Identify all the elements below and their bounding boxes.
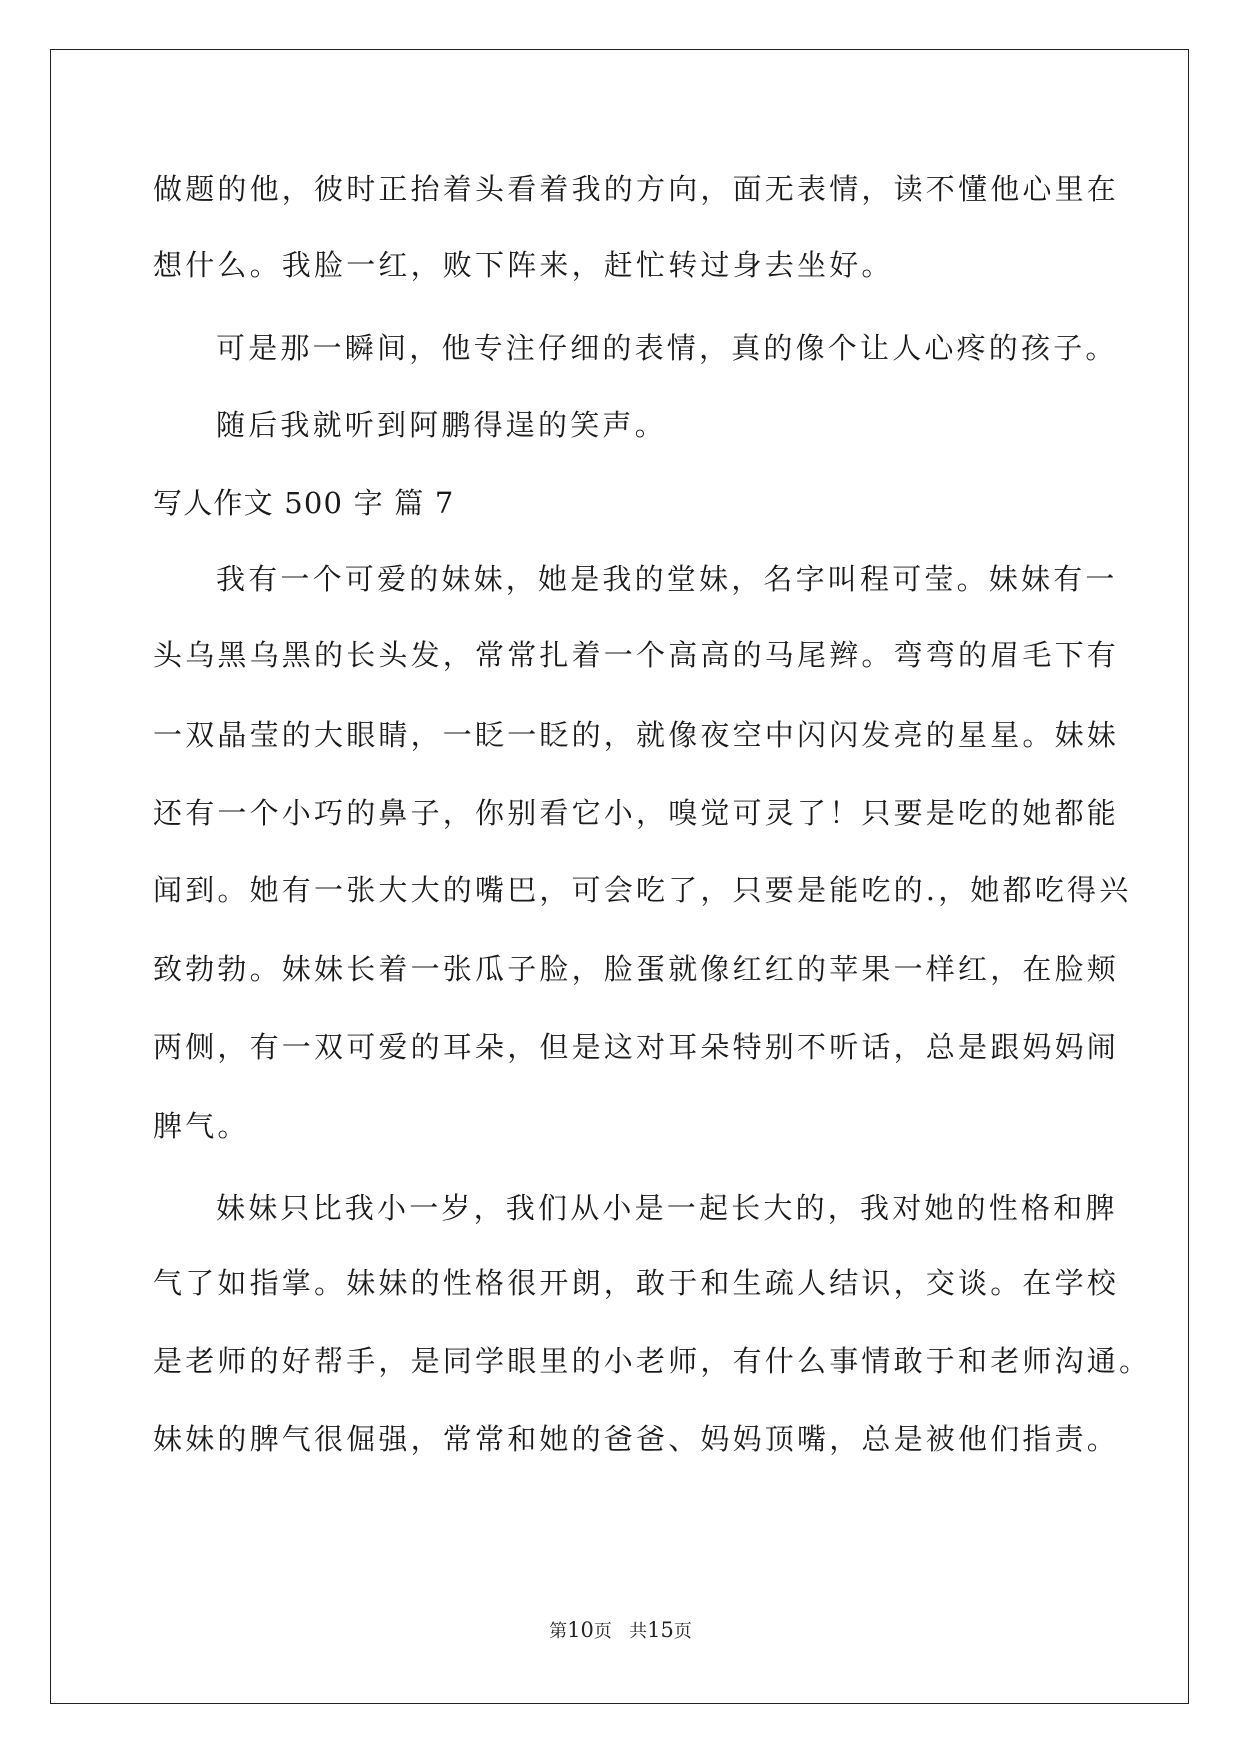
paragraph-first-line: 可是那一瞬间，他专注仔细的表情，真的像个让人心疼的孩子。: [216, 331, 1118, 365]
page-footer: [0, 1618, 1241, 1644]
text-line: 一双晶莹的大眼睛，一眨一眨的，就像夜空中闪闪发亮的星星。妹妹: [153, 718, 1120, 752]
text-line: 闻到。她有一张大大的嘴巴，可会吃了，只要是能吃的.，她都吃得兴: [153, 873, 1132, 907]
text-line: 妹妹的脾气很倔强，常常和她的爸爸、妈妈顶嘴，总是被他们指责。: [153, 1422, 1120, 1456]
paragraph-first-line: 妹妹只比我小一岁，我们从小是一起长大的，我对她的性格和脾: [216, 1191, 1118, 1225]
page-suffix: 页: [673, 1621, 692, 1642]
paragraph-first-line: 随后我就听到阿鹏得逞的笑声。: [216, 408, 667, 442]
text-line: 脾气。: [153, 1109, 250, 1143]
page-prefix: 第: [549, 1621, 568, 1642]
section-heading: 写人作文 500 字 篇 7: [153, 486, 455, 520]
current-page-number: 10: [567, 1618, 594, 1642]
text-line: 致勃勃。妹妹长着一张瓜子脸，脸蛋就像红红的苹果一样红，在脸颊: [153, 952, 1120, 986]
page-mid: 页 共: [593, 1621, 648, 1642]
paragraph-first-line: 我有一个可爱的妹妹，她是我的堂妹，名字叫程可莹。妹妹有一: [216, 562, 1118, 596]
text-line: 是老师的好帮手，是同学眼里的小老师，有什么事情敢于和老师沟通。: [153, 1344, 1152, 1378]
text-line: 还有一个小巧的鼻子，你别看它小，嗅觉可灵了！只要是吃的她都能: [153, 796, 1120, 830]
total-page-number: 15: [647, 1618, 674, 1642]
text-line: 两侧，有一双可爱的耳朵，但是这对耳朵特别不听话，总是跟妈妈闹: [153, 1030, 1120, 1064]
text-line: 做题的他，彼时正抬着头看着我的方向，面无表情，读不懂他心里在: [153, 172, 1120, 206]
text-line: 气了如指掌。妹妹的性格很开朗，敢于和生疏人结识，交谈。在学校: [153, 1266, 1120, 1300]
text-line: 想什么。我脸一红，败下阵来，赶忙转过身去坐好。: [153, 248, 894, 282]
text-line: 头乌黑乌黑的长头发，常常扎着一个高高的马尾辫。弯弯的眉毛下有: [153, 638, 1120, 672]
